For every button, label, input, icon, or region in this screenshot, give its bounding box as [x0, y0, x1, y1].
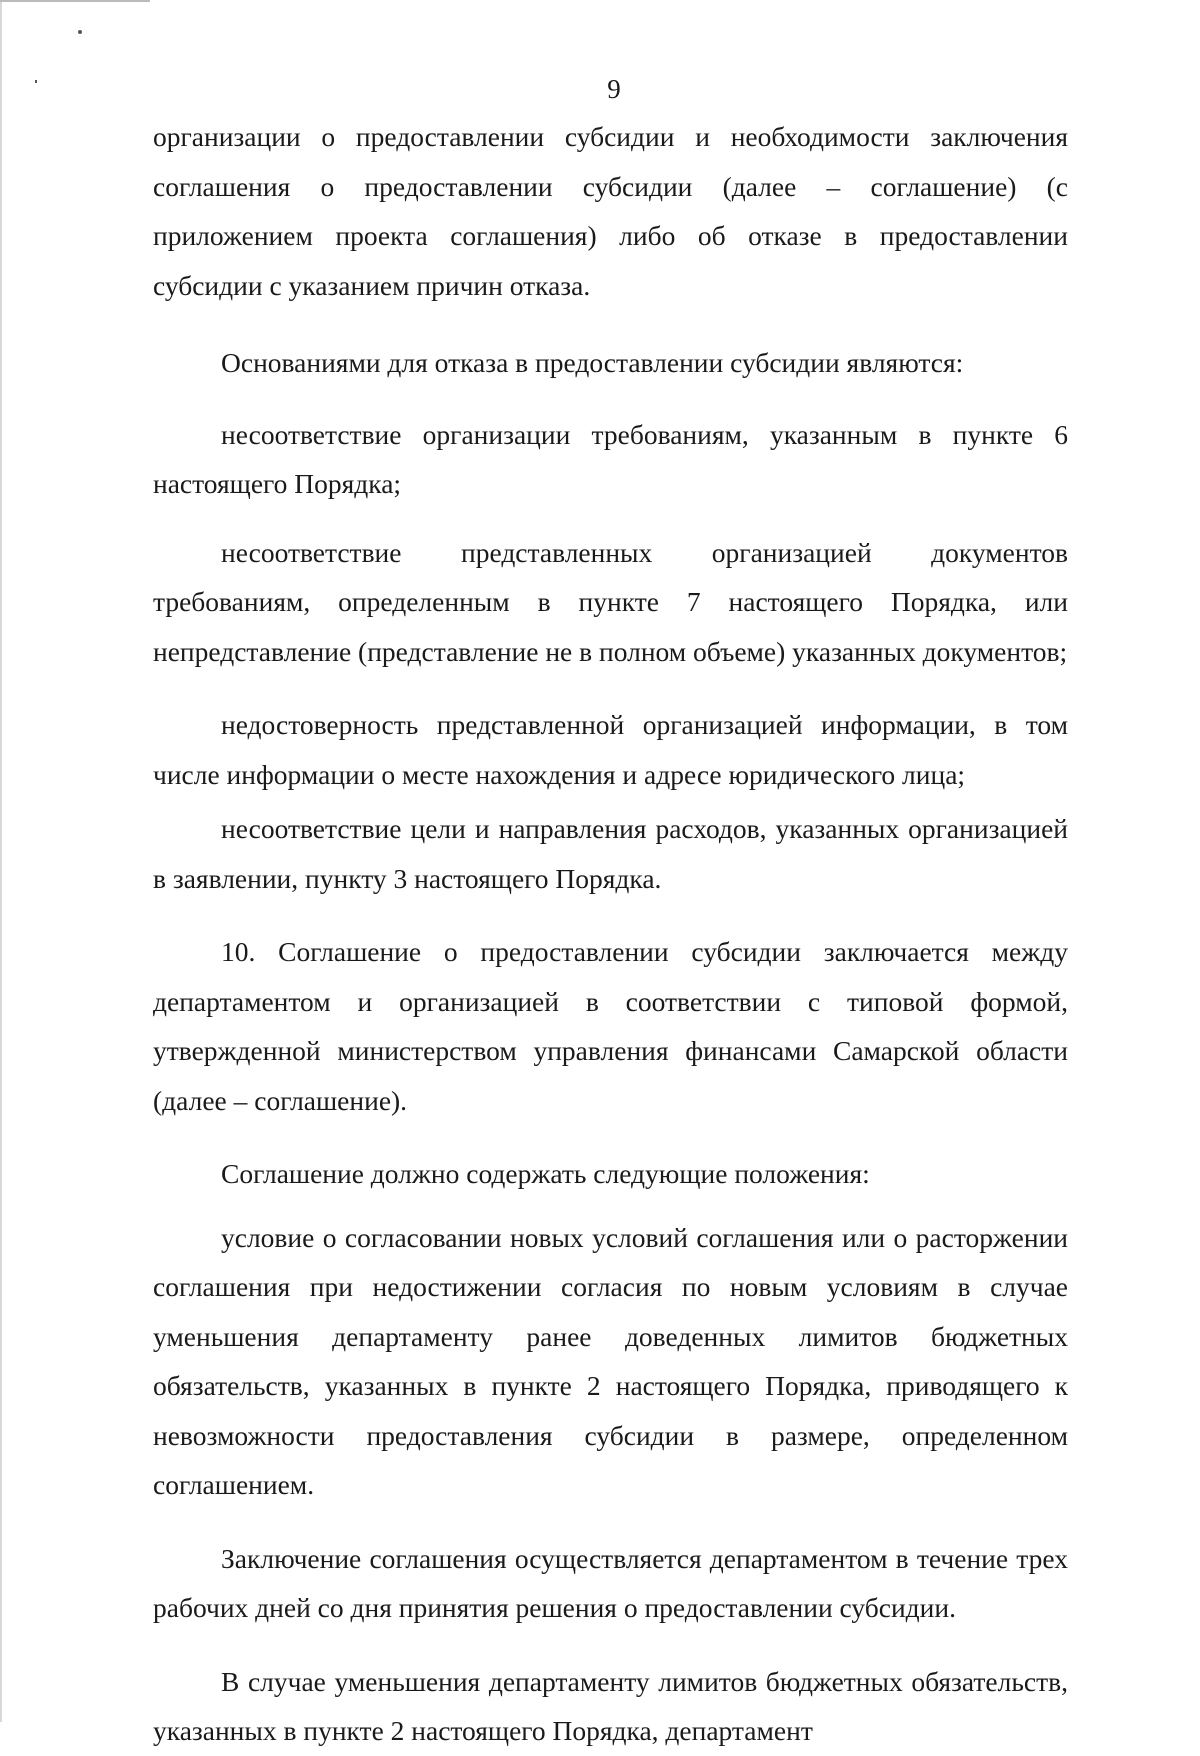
paragraph: В случае уменьшения департаменту лимитов бюджетных обязательств, указанных в пункте 2 настоящего Порядка, департамент	[153, 1665, 1068, 1746]
document-body	[153, 112, 1068, 1756]
paragraph: Соглашение должно содержать следующие положения:	[221, 1158, 870, 1189]
paragraph: 10. Соглашение о предоставлении субсидии заключается между департаментом и организацией в соответствии с типовой формой, утвержденной министерством управления финансами Самарской области (далее – соглашение).	[153, 936, 1068, 1116]
paragraph: несоответствие организации требованиям, указанным в пункте 6 настоящего Порядка;	[153, 418, 1068, 499]
page-number: 9	[607, 74, 621, 104]
paragraph: Заключение соглашения осуществляется департаментом в течение трех рабочих дней со дня принятия решения о предоставлении субсидии.	[153, 1542, 1068, 1623]
paragraph: условие о согласовании новых условий соглашения или о расторжении соглашения при недостижении согласия по новым условиям в случае уменьшения департаменту ранее доведенных лимитов бюджетных обязательств, указанных в пункте 2 настоящего Порядка, приводящего к невозможности предоставления субсидии в размере, определенном соглашением.	[153, 1221, 1068, 1500]
paragraph: организации о предоставлении субсидии и необходимости заключения соглашения о предоставлении субсидии (далее – соглашение) (с приложением проекта соглашения) либо об отказе в предоставлении субсидии с указанием причин отказа.	[153, 121, 1068, 301]
paragraph: недостоверность представленной организацией информации, в том числе информации о месте нахождения и адресе юридического лица;	[153, 709, 1068, 790]
scan-speck	[78, 30, 82, 34]
scan-mark-top	[0, 0, 150, 2]
paragraph: Основаниями для отказа в предоставлении субсидии являются:	[221, 347, 964, 378]
scan-edge	[0, 0, 2, 1722]
paragraph: несоответствие цели и направления расходов, указанных организацией в заявлении, пункту 3 настоящего Порядка.	[153, 813, 1068, 894]
paragraph: несоответствие представленных организацией документов требованиям, определенным в пункте 7 настоящего Порядка, или непредставление (представление не в полном объеме) указанных документов;	[153, 536, 1068, 667]
